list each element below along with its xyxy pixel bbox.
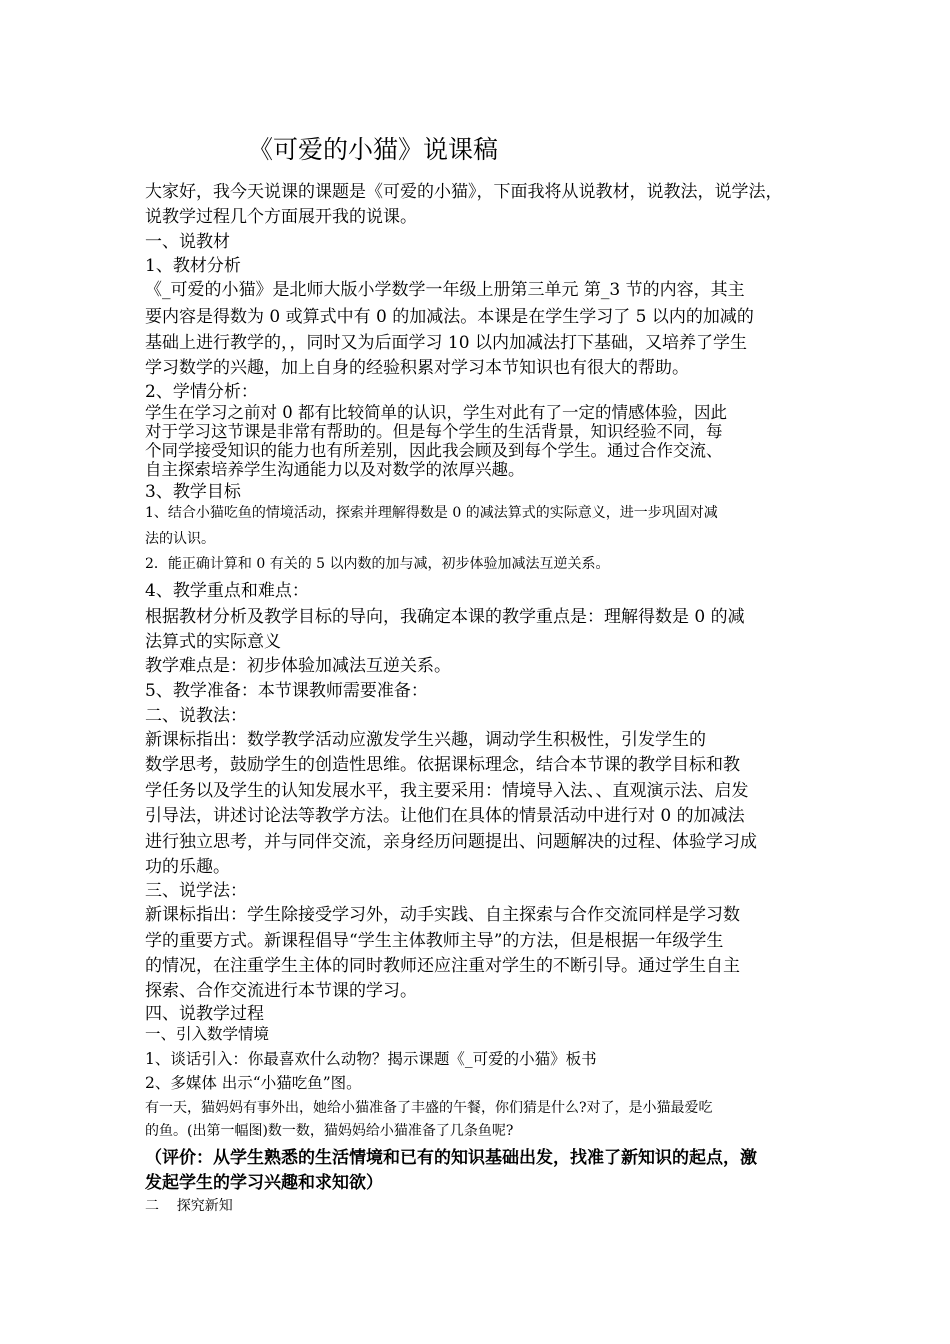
subheading-key-points: 4、教学重点和难点： — [145, 581, 309, 601]
intro-line-2: 说教学过程几个方面展开我的说课。 — [145, 207, 417, 227]
process-item-1: 1、谈话引入：你最喜欢什么动物？揭示课题《_可爱的小猫》板书 — [145, 1050, 597, 1068]
teaching-method-line-6: 功的乐趣。 — [145, 857, 230, 877]
teaching-method-line-5: 进行独立思考，并与同伴交流，亲身经历问题提出、问题解决的过程、体验学习成 — [145, 832, 757, 852]
learning-method-line-2: 学的重要方式。新课程倡导“学生主体教师主导”的方法，但是根据一年级学生 — [145, 931, 724, 951]
material-analysis-line-1: 《_可爱的小猫》是北师大版小学数学一年级上册第三单元 第_3 节的内容，其主 — [145, 280, 745, 300]
story-line-2: 的鱼。(出第一幅图)数一数，猫妈妈给小猫准备了几条鱼呢? — [145, 1123, 514, 1139]
teaching-method-line-4: 引导法，讲述讨论法等教学方法。让他们在具体的情景活动中进行对 0 的加减法 — [145, 806, 745, 826]
process-subheading-intro: 一、引入数学情境 — [145, 1025, 270, 1043]
key-points-line-4: 5、教学准备：本节课教师需要准备： — [145, 681, 428, 701]
teaching-method-line-1: 新课标指出：数学教学活动应激发学生兴趣，调动学生积极性，引发学生的 — [145, 730, 706, 750]
learning-method-line-1: 新课标指出：学生除接受学习外，动手实践、自主探索与合作交流同样是学习数 — [145, 905, 740, 925]
learner-analysis-line-3: 个同学接受知识的能力也有所差别，因此我会顾及到每个学生。通过合作交流、 — [145, 441, 723, 460]
section-heading-teaching-process: 四、说教学过程 — [145, 1004, 264, 1024]
key-points-line-1: 根据教材分析及教学目标的导向，我确定本课的教学重点是：理解得数是 0 的减 — [145, 607, 745, 627]
intro-line-1: 大家好，我今天说课的课题是《可爱的小猫》，下面我将从说教材，说教法，说学法， — [145, 182, 783, 202]
learning-method-line-3: 的情况，在注重学生主体的同时教师还应注重对学生的不断引导。通过学生自主 — [145, 956, 740, 976]
evaluation-line-2: 发起学生的学习兴趣和求知欲） — [145, 1173, 383, 1193]
section-heading-learning-method: 三、说学法： — [145, 881, 247, 901]
subheading-material-analysis: 1、教材分析 — [145, 256, 241, 276]
teaching-method-line-2: 数学思考，鼓励学生的创造性思维。依据课标理念，结合本节课的教学目标和教 — [145, 755, 740, 775]
material-analysis-line-2: 要内容是得数为 0 或算式中有 0 的加减法。本课是在学生学习了 5 以内的加减的 — [145, 307, 754, 327]
process-item-2: 2、多媒体 出示“小猫吃鱼”图。 — [145, 1074, 362, 1092]
key-points-line-3: 教学难点是：初步体验加减法互逆关系。 — [145, 656, 451, 676]
key-points-line-2: 法算式的实际意义 — [145, 632, 281, 652]
subheading-learner-analysis: 2、学情分析： — [145, 382, 258, 402]
process-subheading-explore: 二 探究新知 — [145, 1198, 233, 1214]
story-line-1: 有一天，猫妈妈有事外出，她给小猫准备了丰盛的午餐，你们猜是什么?对了，是小猫最爱吃 — [145, 1100, 713, 1116]
learner-analysis-line-1: 学生在学习之前对 0 都有比较简单的认识，学生对此有了一定的情感体验，因此 — [145, 403, 727, 422]
teaching-method-line-3: 学任务以及学生的认知发展水平，我主要采用：情境导入法、、直观演示法、启发 — [145, 781, 749, 801]
learning-method-line-4: 探索、合作交流进行本节课的学习。 — [145, 981, 417, 1001]
subheading-teaching-objectives: 3、教学目标 — [145, 482, 241, 502]
objective-line-3: 2．能正确计算和 0 有关的 5 以内数的加与减，初步体验加减法互逆关系。 — [145, 556, 610, 572]
section-heading-teaching-material: 一、说教材 — [145, 232, 230, 252]
document-title: 《可爱的小猫》说课稿 — [248, 135, 499, 164]
material-analysis-line-3: 基础上进行教学的，，同时又为后面学习 10 以内加减法打下基础，又培养了学生 — [145, 333, 747, 353]
evaluation-line-1: （评价：从学生熟悉的生活情境和已有的知识基础出发，找准了新知识的起点，激 — [145, 1148, 757, 1168]
section-heading-teaching-method: 二、说教法： — [145, 706, 247, 726]
objective-line-2: 法的认识。 — [145, 531, 215, 547]
objective-line-1: 1、结合小猫吃鱼的情境活动，探索并理解得数是 0 的减法算式的实际意义，进一步巩固对减 — [145, 505, 718, 521]
learner-analysis-line-2: 对于学习这节课是非常有帮助的。但是每个学生的生活背景，知识经验不同，每 — [145, 422, 723, 441]
learner-analysis-line-4: 自主探索培养学生沟通能力以及对数学的浓厚兴趣。 — [145, 460, 525, 479]
material-analysis-line-4: 学习数学的兴趣，加上自身的经验积累对学习本节知识也有很大的帮助。 — [145, 358, 689, 378]
